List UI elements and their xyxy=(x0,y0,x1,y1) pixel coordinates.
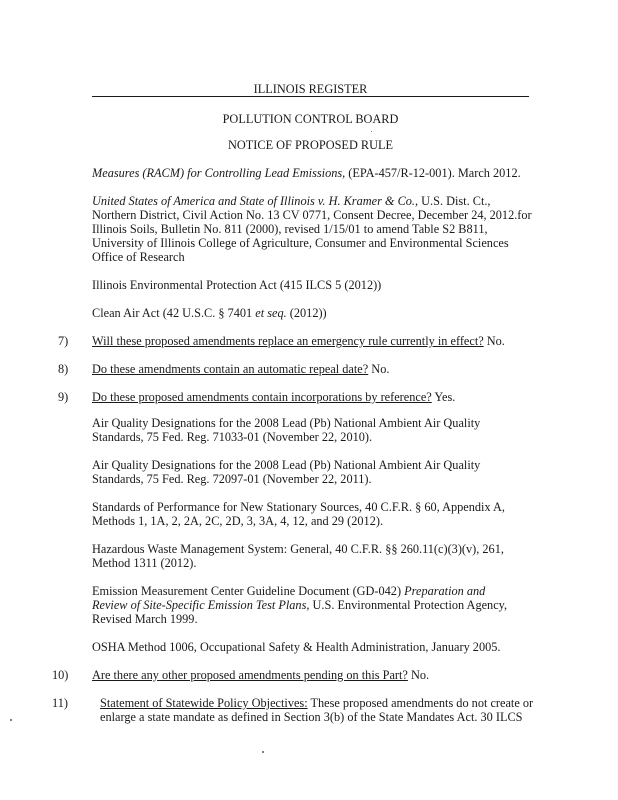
item-7-number: 7) xyxy=(58,334,69,348)
scan-speck xyxy=(10,719,12,721)
item-8-question: Do these amendments contain an automatic repeal date? xyxy=(92,362,369,376)
item-9-question: Do these proposed amendments contain incorporations by reference? xyxy=(92,390,432,404)
item-8-number: 8) xyxy=(58,362,69,376)
incorporation-hazardous-waste: Hazardous Waste Management System: General, 40 C.F.R. §§ 260.11(c)(3)(v), 261, Method 1311 (2012). xyxy=(92,542,504,570)
incorporation-naaqs-2011: Air Quality Designations for the 2008 Lead (Pb) National Ambient Air Quality Standards, 75 Fed. Reg. 72097-01 (November 22, 2011). xyxy=(92,458,481,486)
incorporation-gd-042 xyxy=(92,584,522,626)
item-9 xyxy=(92,390,532,404)
reference-racm-rest: (EPA-457/R-12-001). March 2012. xyxy=(345,166,521,180)
notice-title: NOTICE OF PROPOSED RULE xyxy=(228,138,393,152)
register-title: ILLINOIS REGISTER xyxy=(253,82,368,96)
item-10 xyxy=(92,668,532,682)
scan-speck xyxy=(262,751,264,753)
item-11-line-1 xyxy=(100,696,533,710)
item-10-number: 10) xyxy=(52,668,69,682)
scan-speck xyxy=(371,131,372,132)
reference-racm xyxy=(92,166,532,180)
reference-il-epa-act: Illinois Environmental Protection Act (415 ILCS 5 (2012)) xyxy=(92,278,382,292)
item-11-heading: Statement of Statewide Policy Objectives: xyxy=(100,696,308,710)
incorporation-gd-042-italic: Preparation and Review of Site-Specific Emission Test Plans, xyxy=(92,584,486,612)
incorporation-naaqs-2010: Air Quality Designations for the 2008 Lead (Pb) National Ambient Air Quality Standards, 75 Fed. Reg. 71033-01 (November 22, 2010). xyxy=(92,416,481,444)
reference-caa-post: (2012)) xyxy=(286,306,327,320)
item-7-question: Will these proposed amendments replace an emergency rule currently in effect? xyxy=(92,334,484,348)
reference-consent-decree xyxy=(92,194,532,264)
item-8 xyxy=(92,362,532,376)
item-11-number: 11) xyxy=(52,696,68,710)
item-10-answer: No. xyxy=(407,668,430,682)
reference-racm-italic: Measures (RACM) for Controlling Lead Emissions, xyxy=(92,166,346,180)
reference-clean-air-act xyxy=(92,306,532,320)
item-11-line-2: enlarge a state mandate as defined in Section 3(b) of the State Mandates Act. 30 ILCS xyxy=(100,710,523,724)
item-11-text-1: These proposed amendments do not create or xyxy=(307,696,534,710)
item-10-question: Are there any other proposed amendments pending on this Part? xyxy=(92,668,408,682)
item-8-answer: No. xyxy=(368,362,390,376)
reference-caa-pre: Clean Air Act (42 U.S.C. § 7401 xyxy=(92,306,256,320)
incorporation-gd-042-pre: Emission Measurement Center Guideline Document (GD-042) xyxy=(92,584,405,598)
item-7 xyxy=(92,334,532,348)
item-9-number: 9) xyxy=(58,390,69,404)
incorporation-nsps: Standards of Performance for New Stationary Sources, 40 C.F.R. § 60, Appendix A, Methods 1, 1A, 2, 2A, 2C, 2D, 3, 3A, 4, 12, and 29 (2012). xyxy=(92,500,505,528)
incorporation-gd-042-post: U.S. Environmental Protection Agency, Revised March 1999. xyxy=(92,598,508,626)
header-rule xyxy=(92,96,529,97)
board-title: POLLUTION CONTROL BOARD xyxy=(222,112,399,126)
reference-consent-decree-italic: United States of America and State of Illinois v. H. Kramer & Co., xyxy=(92,194,419,208)
item-9-answer: Yes. xyxy=(431,390,456,404)
item-7-answer: No. xyxy=(483,334,505,348)
incorporation-osha: OSHA Method 1006, Occupational Safety & Health Administration, January 2005. xyxy=(92,640,501,654)
reference-consent-decree-rest: U.S. Dist. Ct., Northern District, Civil Action No. 13 CV 0771, Consent Decree, December 24, 2012.for Illinois Soils, Bulletin No. 811 (2000), revised 1/15/01 to amend Table S2 B811, University of Illinois College of Agriculture, Consumer and Environmental Sciences Office of Research xyxy=(92,194,532,264)
reference-caa-italic: et seq. xyxy=(255,306,287,320)
